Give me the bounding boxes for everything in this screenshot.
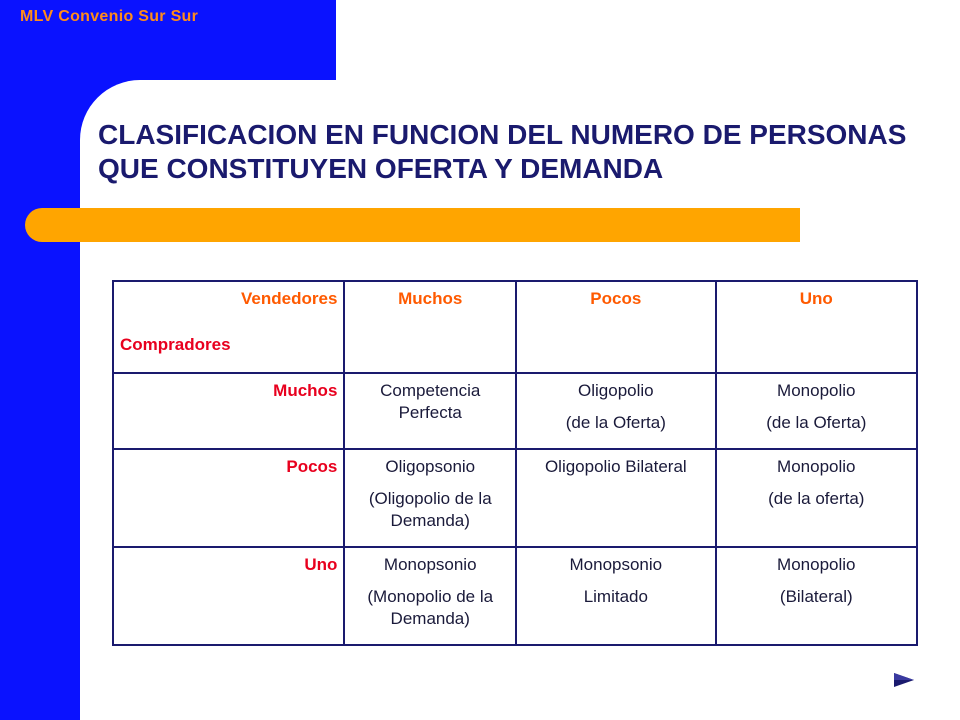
table-cell (516, 547, 715, 645)
row-header-uno: Uno (113, 547, 344, 645)
table-row-pocos (113, 449, 917, 547)
table-cell (716, 547, 917, 645)
cell-text: Monopolio (777, 381, 856, 400)
next-arrow-icon[interactable] (893, 672, 915, 688)
left-blue-bar (0, 0, 80, 720)
classification-table (112, 280, 918, 646)
cell-text: (Oligopolio de la Demanda) (368, 489, 492, 530)
row-header-muchos: Muchos (113, 373, 344, 449)
cell-text: Oligopolio Bilateral (544, 457, 687, 476)
row-header-pocos: Pocos (113, 449, 344, 547)
cell-text: (Bilateral) (779, 587, 853, 606)
table-header-row (113, 281, 917, 373)
slide-title: CLASIFICACION EN FUNCION DEL NUMERO DE PERSONAS QUE CONSTITUYEN OFERTA Y DEMANDA (98, 119, 907, 184)
orange-divider-bar (25, 208, 800, 242)
cell-text: (Monopolio de la Demanda) (367, 587, 494, 628)
cell-text: Monopolio (777, 457, 856, 476)
cell-text: Monopsonio (569, 555, 663, 574)
corner-cell (113, 281, 344, 373)
cell-text: (de la Oferta) (565, 413, 666, 432)
cell-text: Oligopolio (578, 381, 654, 400)
column-header-uno: Uno (716, 281, 917, 373)
column-header-muchos: Muchos (344, 281, 516, 373)
cell-text: (de la oferta) (768, 489, 865, 508)
cell-text: Monopsonio (383, 555, 477, 574)
table-cell (344, 547, 516, 645)
table-cell (516, 373, 715, 449)
corner-compradores-label: Compradores (120, 335, 231, 354)
cell-text: Oligopsonio (385, 457, 476, 476)
brand-label: MLV Convenio Sur Sur (20, 8, 199, 25)
table-row-muchos (113, 373, 917, 449)
table-cell (716, 373, 917, 449)
table-cell (716, 449, 917, 547)
cell-text: Limitado (583, 587, 648, 606)
table-cell (344, 449, 516, 547)
column-header-pocos: Pocos (516, 281, 715, 373)
cell-text: (de la Oferta) (766, 413, 867, 432)
table-row-uno (113, 547, 917, 645)
cell-text: Competencia Perfecta (380, 381, 481, 422)
cell-text: Monopolio (777, 555, 856, 574)
corner-vendedores-label: Vendedores (241, 289, 338, 308)
table-cell (516, 449, 715, 547)
table-cell (344, 373, 516, 449)
